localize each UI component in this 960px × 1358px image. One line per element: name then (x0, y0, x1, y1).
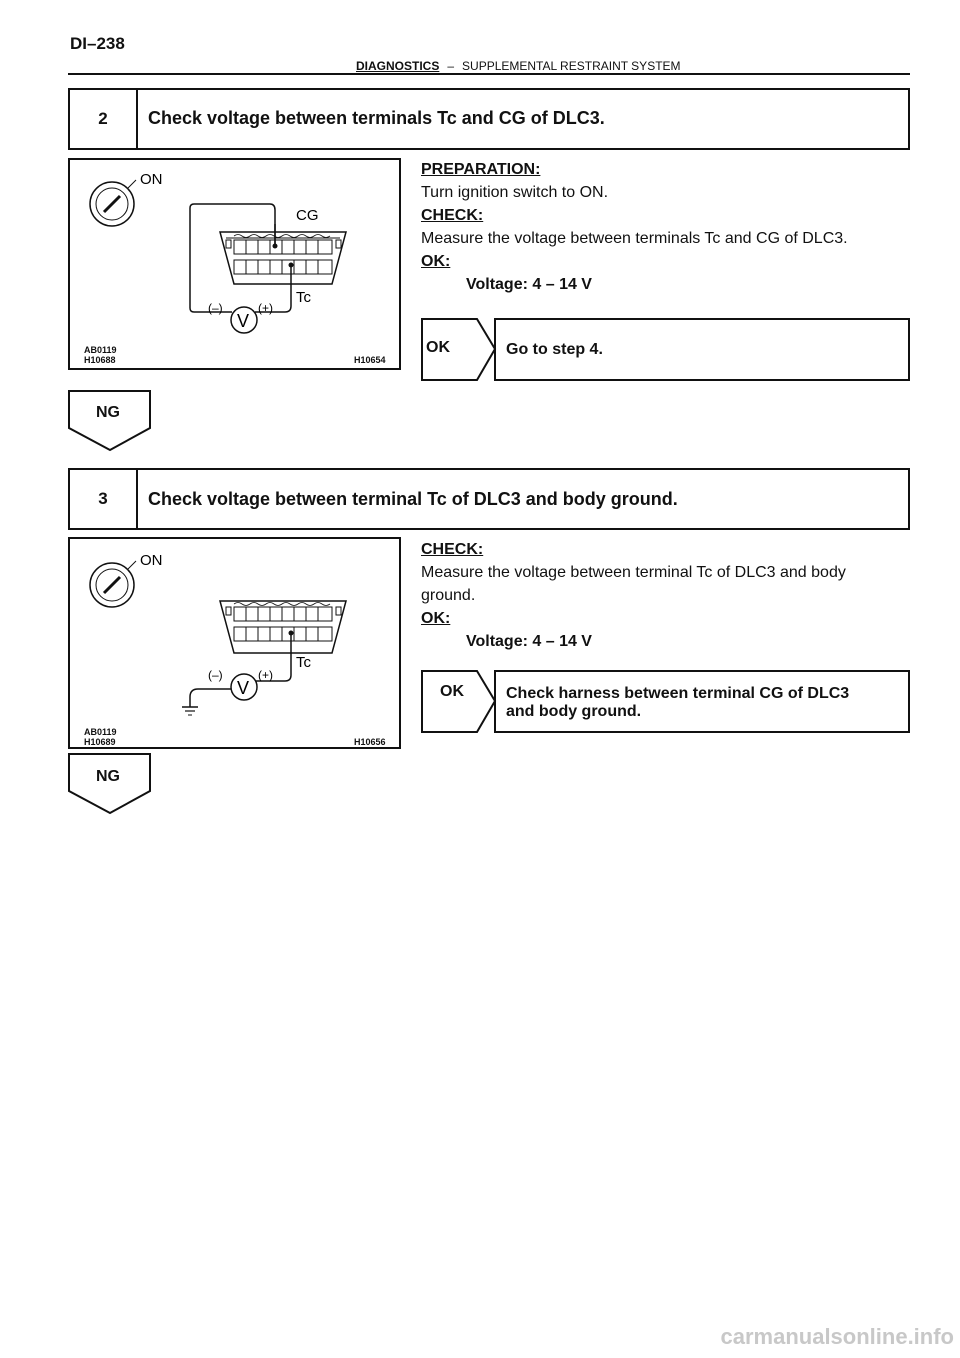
tc-terminal-label: Tc (296, 654, 311, 671)
cg-terminal-label: CG (296, 207, 319, 224)
negative-label: (–) (208, 668, 223, 682)
ok-arrow-tag (421, 670, 501, 733)
ign-on-label: ON (140, 171, 163, 188)
tc-terminal-label: Tc (296, 289, 311, 306)
ok-tag-label: OK (426, 339, 450, 356)
check-text-line-1: Measure the voltage between terminal Tc of DLC3 and body (421, 564, 846, 581)
check-label: CHECK: (421, 207, 484, 224)
page-number: DI–238 (70, 34, 125, 53)
step-2-number: 2 (70, 90, 138, 148)
dlc3-tc-cg-diagram (70, 160, 399, 368)
step-3-title: Check voltage between terminal Tc of DLC3 and body ground. (148, 489, 678, 509)
figure-code-1: AB0119 (84, 727, 117, 737)
ok-result-text: Go to step 4. (506, 341, 603, 358)
section-title: DIAGNOSTICS (356, 59, 440, 73)
page-header (356, 59, 681, 73)
step-2-figure (68, 158, 401, 370)
header-separator: – (447, 59, 455, 73)
dlc3-tc-ground-diagram (70, 539, 399, 747)
header-rule (68, 73, 910, 75)
ok-result-box (494, 670, 910, 733)
figure-code-2: H10689 (84, 737, 116, 747)
positive-label: (+) (258, 668, 273, 682)
figure-code-3: H10654 (354, 355, 386, 365)
step-2-header (68, 88, 910, 150)
ignition-switch-icon (90, 561, 136, 607)
ng-tag-label: NG (96, 768, 120, 785)
ok-result-text-line-1: Check harness between terminal CG of DLC3 (506, 685, 850, 702)
step-2-title: Check voltage between terminals Tc and CG of DLC3. (148, 108, 605, 128)
figure-code-2: H10688 (84, 355, 116, 365)
positive-label: (+) (258, 301, 273, 315)
ok-label: OK: (421, 253, 451, 270)
check-text: Measure the voltage between terminals Tc and CG of DLC3. (421, 230, 848, 247)
ok-value: Voltage: 4 – 14 V (466, 633, 592, 650)
ok-label: OK: (421, 610, 451, 627)
ign-on-label: ON (140, 552, 163, 569)
negative-label: (–) (208, 301, 223, 315)
figure-code-1: AB0119 (84, 345, 117, 355)
ok-tag-label: OK (440, 683, 464, 700)
step-3-figure (68, 537, 401, 749)
ground-symbol-icon (182, 707, 198, 715)
voltmeter-label: V (237, 678, 250, 698)
dlc3-connector-icon (220, 232, 346, 284)
subsection-title: SUPPLEMENTAL RESTRAINT SYSTEM (462, 59, 681, 73)
check-label: CHECK: (421, 541, 484, 558)
ok-result-box (494, 318, 910, 381)
preparation-label: PREPARATION: (421, 161, 541, 178)
check-text-line-2: ground. (421, 587, 476, 604)
step-3-header (68, 468, 910, 530)
ok-result-text-line-2: and body ground. (506, 703, 642, 720)
dlc3-connector-icon (220, 601, 346, 653)
ok-value: Voltage: 4 – 14 V (466, 276, 592, 293)
ignition-switch-icon (90, 180, 136, 226)
ng-arrow-tag (68, 390, 152, 452)
watermark: carmanualsonline.info (720, 1324, 954, 1349)
step-3-number: 3 (70, 470, 138, 528)
figure-code-3: H10656 (354, 737, 386, 747)
preparation-text: Turn ignition switch to ON. (421, 184, 609, 201)
voltmeter-label: V (237, 311, 250, 331)
ng-tag-label: NG (96, 404, 120, 421)
